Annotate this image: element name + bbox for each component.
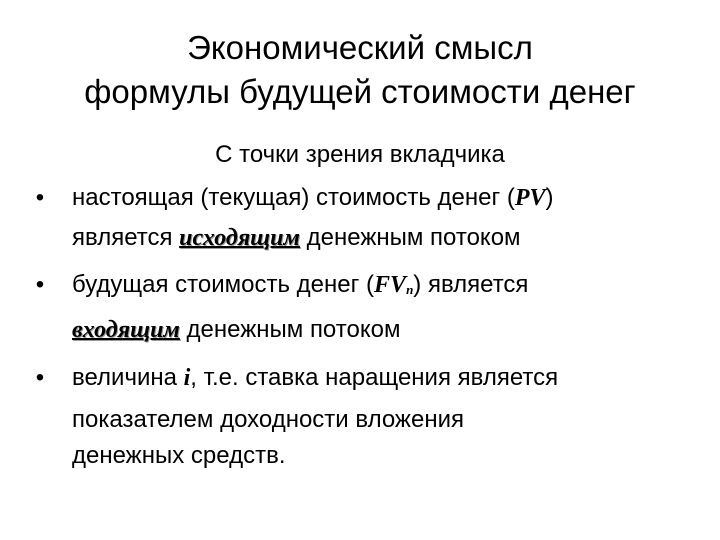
term-pv: PV bbox=[514, 185, 546, 211]
bullet-text: , т.е. ставка наращения является bbox=[190, 364, 559, 391]
term-fv-subscript: n bbox=[406, 282, 414, 297]
bullet-list bbox=[30, 178, 690, 478]
bullet-text: ) bbox=[545, 184, 554, 211]
term-fv: FV bbox=[374, 272, 407, 298]
slide-subtitle: С точки зрения вкладчика bbox=[215, 141, 505, 168]
bullet-dot-icon: • bbox=[35, 364, 45, 391]
bullet-line: денежных средств. bbox=[72, 442, 286, 469]
bullet-text: является bbox=[72, 224, 180, 251]
bullet-text: денежным потоком bbox=[299, 224, 521, 251]
bullet-text: настоящая (текущая) стоимость денег ( bbox=[72, 184, 515, 211]
bullet-item-future-value bbox=[30, 265, 690, 350]
bullet-item-rate bbox=[30, 357, 690, 471]
bullet-item-present-value bbox=[30, 178, 690, 258]
bullet-dot-icon: • bbox=[35, 271, 45, 298]
bullet-text: будущая стоимость денег ( bbox=[72, 271, 375, 298]
bullet-text: величина bbox=[72, 364, 184, 391]
bullet-line bbox=[72, 178, 690, 218]
title-line-1: Экономический смысл bbox=[187, 29, 533, 66]
bullet-line: показателем доходности вложения bbox=[72, 406, 464, 433]
bullet-line bbox=[72, 310, 690, 350]
emphasis-incoming: входящим bbox=[72, 317, 180, 343]
slide-title bbox=[0, 26, 720, 114]
emphasis-outgoing: исходящим bbox=[179, 225, 300, 251]
bullet-line bbox=[72, 265, 690, 310]
bullet-dot-icon: • bbox=[35, 184, 45, 211]
bullet-line bbox=[72, 357, 690, 399]
title-line-2: формулы будущей стоимости денег bbox=[84, 73, 636, 110]
bullet-text: денежным потоком bbox=[179, 316, 401, 343]
term-i: i bbox=[183, 365, 191, 391]
bullet-line bbox=[72, 218, 690, 258]
bullet-text: ) является bbox=[413, 271, 529, 298]
